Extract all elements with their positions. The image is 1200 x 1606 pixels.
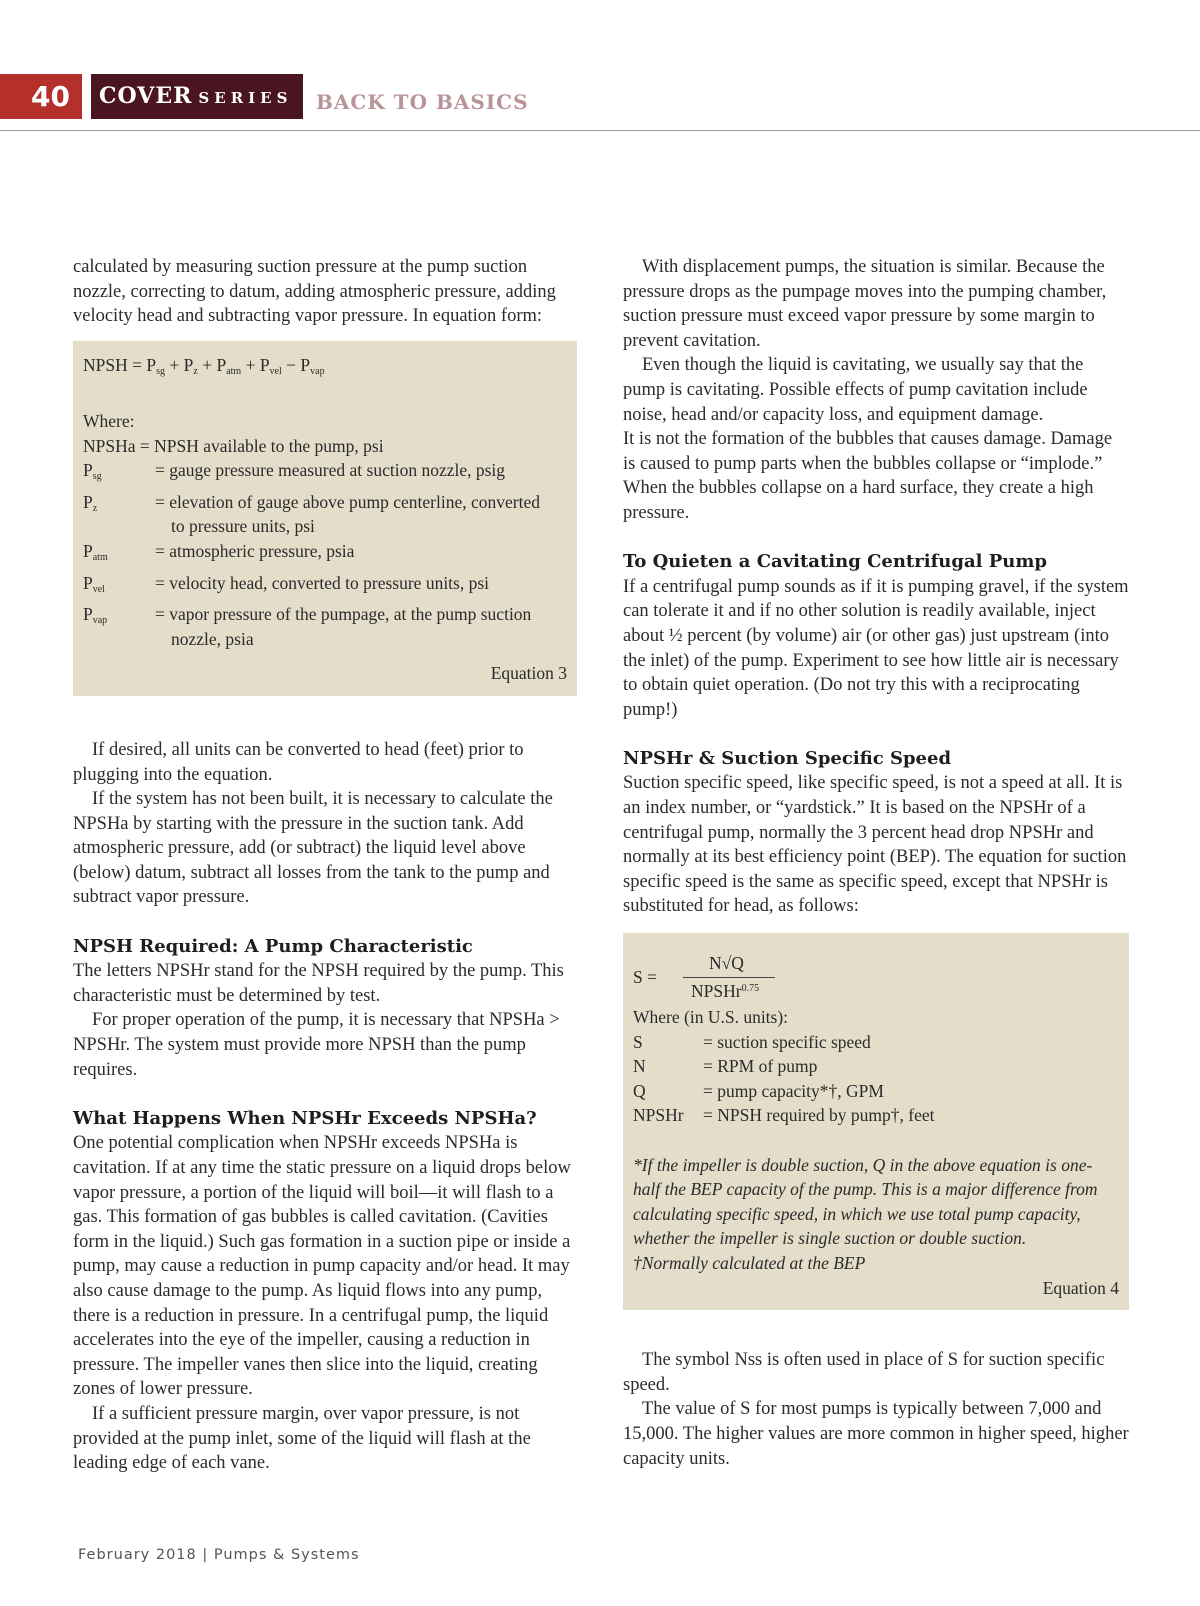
cover-word: COVER: [99, 83, 193, 109]
npsha-definition: NPSHa = NPSH available to the pump, psi: [83, 435, 384, 456]
footnote-bep: †Normally calculated at the BEP: [633, 1252, 866, 1273]
page-header: [0, 74, 1200, 131]
paragraph: Even though the liquid is cavitating, we usually say that the pump is cavitating. Possible effects of pump cavitation include noise, head and/or capacity loss, and equipment damage.: [623, 355, 1088, 425]
paragraph: It is not the formation of the bubbles that causes damage. Damage is caused to pump parts when the bubbles collapse or “implode.” When the bubbles collapse on a hard surface, they create a high pressure.: [623, 429, 1113, 523]
section-heading: NPSHr & Suction Specific Speed: [623, 747, 952, 769]
section-heading: What Happens When NPSHr Exceeds NPSHa?: [73, 1107, 537, 1129]
paragraph: calculated by measuring suction pressure at the pump suction nozzle, correcting to datum, adding atmospheric pressure, adding velocity head and subtracting vapor pressure. In equation form:: [73, 257, 556, 327]
paragraph: The letters NPSHr stand for the NPSH required by the pump. This characteristic must be determined by test.: [73, 961, 564, 1006]
equation-4-box: [623, 933, 1129, 1310]
paragraph: If the system has not been built, it is necessary to calculate the NPSHa by starting with the pressure in the suction tank. Add atmospheric pressure, add (or subtract) the liquid level above (below) datum, subtract all losses from the tank to the pump and subtract vapor pressure.: [73, 789, 553, 908]
equation-3-formula: NPSH = $P_{sg} + P_z + P_{atm} + P_{vel} - P_{vap}$: [83, 354, 325, 377]
definition-npshr: NPSHr = NPSH required by pump†, feet: [633, 1105, 935, 1126]
equation-4-label: Equation 4: [1042, 1277, 1119, 1298]
paragraph: The symbol Nss is often used in place of S for suction specific speed.: [623, 1350, 1105, 1395]
cover-series-banner: [91, 74, 303, 119]
paragraph: Suction specific speed, like specific speed, is not a speed at all. It is an index number, or “yardstick.” It is based on the NPSHr of a centrifugal pump, normally the 3 percent head drop NPSHr and normally at its best efficiency point (BEP). The equation for suction specific speed is the same as specific speed, except that NPSHr is substituted for head, as follows:: [623, 773, 1127, 917]
paragraph: If desired, all units can be converted to head (feet) prior to plugging into the equation.: [73, 739, 524, 785]
equation-denominator: NPSHr$^{0.75}$: [691, 981, 760, 1002]
section-heading: NPSH Required: A Pump Characteristic: [73, 935, 473, 957]
page-number: 40: [0, 74, 82, 119]
paragraph: For proper operation of the pump, it is necessary that NPSHa > NPSHr. The system must provide more NPSH than the pump requires.: [73, 1010, 560, 1080]
definition-n: N = RPM of pump: [633, 1056, 818, 1077]
paragraph: If a centrifugal pump sounds as if it is pumping gravel, if the system can tolerate it and if no other solution is readily available, inject about ½ percent (by volume) air (or other gas) just upstream (into the inlet) of the pump. Experiment to see how little air is necessary to obtain quiet operation. (Do not try this with a reciprocating pump!): [623, 576, 1129, 720]
paragraph: If a sufficient pressure margin, over vapor pressure, is not provided at the pump inlet, some of the liquid will flash at the leading edge of each vane.: [73, 1403, 531, 1474]
header-divider: [0, 130, 1200, 131]
equation-numerator: N√Q: [709, 953, 744, 974]
equation-3-box: [73, 341, 577, 696]
definition-patm: $P_{atm}$ = atmospheric pressure, psia: [83, 540, 355, 563]
paragraph: With displacement pumps, the situation is similar. Because the pressure drops as the pumpage moves into the pumping chamber, suction pressure must exceed vapor pressure by some margin to prevent cavitation.: [623, 257, 1107, 351]
series-word: SERIES: [198, 89, 293, 107]
paragraph: The value of S for most pumps is typically between 7,000 and 15,000. The higher values are more common in higher speed, higher capacity units.: [623, 1399, 1129, 1469]
equation-4-formula: S = N√Q NPSHr$^{0.75}$: [633, 945, 1119, 1005]
where-label: Where:: [83, 410, 135, 431]
section-title: BACK TO BASICS: [316, 90, 529, 114]
where-label: Where (in U.S. units):: [633, 1007, 789, 1028]
definition-pvap: $P_{vap}$ = vapor pressure of the pumpage, at the pump suction nozzle, psia: [83, 604, 532, 649]
paragraph: One potential complication when NPSHr exceeds NPSHa is cavitation. If at any time the static pressure on a liquid drops below vapor pressure, a portion of the liquid will boil—it will flash to a gas. This formation of gas bubbles is called cavitation. (Cavities form in the liquid.) Such gas formation in a suction pipe or inside a pump, may cause a reduction in pump capacity and/or head. It may also cause damage to the pump. As liquid flows into any pump, there is a reduction in pressure. In a centrifugal pump, the liquid accelerates into the eye of the impeller, causing a reduction in pressure. The impeller vanes then slice into the liquid, creating zones of lower pressure.: [73, 1133, 571, 1400]
definition-psg: $P_{sg}$ = gauge pressure measured at suction nozzle, psig: [83, 460, 506, 483]
definition-pz: $P_z$ = elevation of gauge above pump centerline, converted to pressure units, psi: [83, 491, 540, 537]
page-footer: February 2018 | Pumps & Systems: [78, 1547, 360, 1563]
footnote-double-suction: *If the impeller is double suction, Q in the above equation is one-half the BEP capacity of the pump. This is a major difference from calculating specific speed, in which we use total pump capacity, whether the impeller is single suction or double suction.: [633, 1154, 1098, 1249]
equation-3-label: Equation 3: [490, 663, 567, 684]
left-column: [73, 255, 577, 1476]
definition-s: S = suction specific speed: [633, 1031, 871, 1052]
definition-q: Q = pump capacity*†, GPM: [633, 1080, 884, 1101]
definition-pvel: $P_{vel}$ = velocity head, converted to pressure units, psi: [83, 572, 490, 595]
section-heading: To Quieten a Cavitating Centrifugal Pump: [623, 551, 1048, 573]
right-column: [623, 255, 1129, 1471]
